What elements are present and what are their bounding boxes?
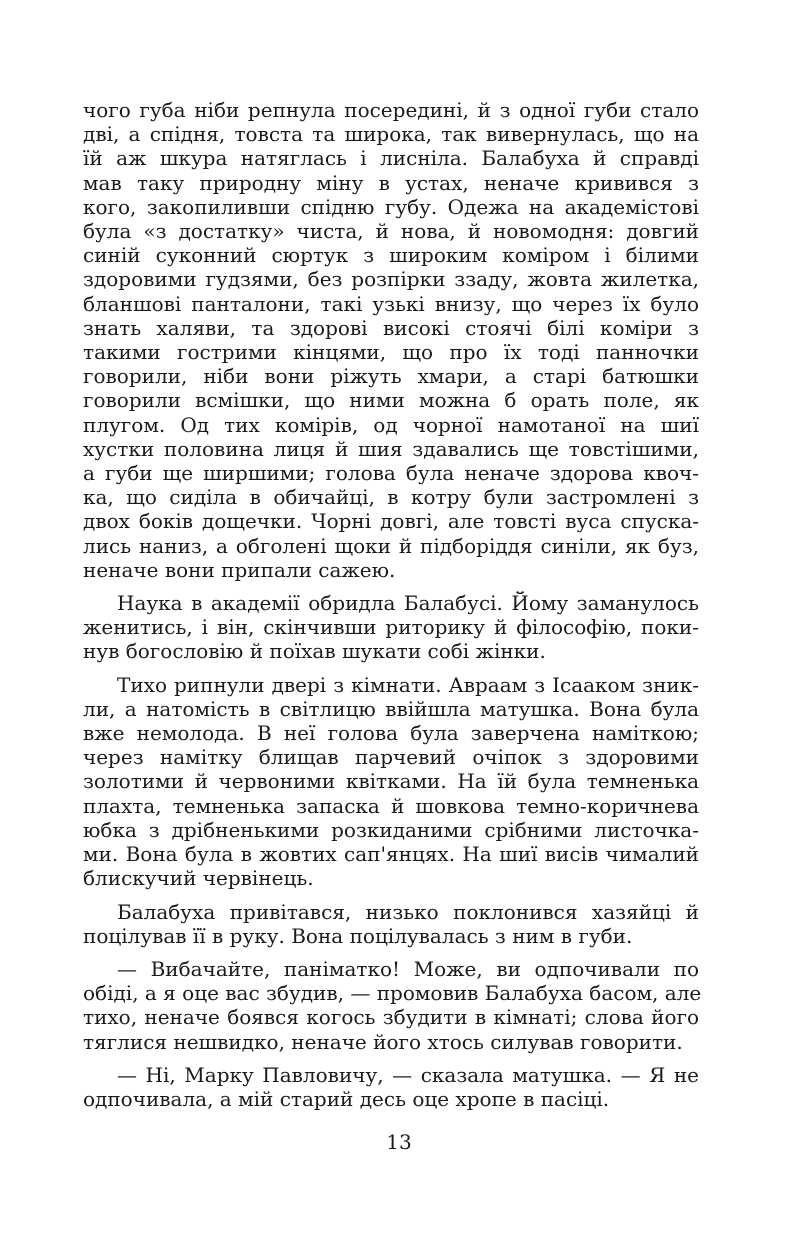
text-line: чого губа ніби репнула посередині, й з одної губи стало bbox=[83, 98, 699, 122]
text-line: знать халяви, та здорові високі стоячі білі коміри з bbox=[83, 315, 699, 340]
text-line: ми. Вона була в жовтих сап'янцях. На шиї висів чималий bbox=[83, 842, 699, 867]
paragraph bbox=[83, 1063, 699, 1111]
text-line: говорили, ніби вони ріжуть хмари, а старі батюшки bbox=[83, 364, 699, 389]
text-line: Балабуха привітався, низько поклонився хазяйці й bbox=[117, 899, 699, 924]
text-line: тихо, неначе боявся когось збудити в кімнаті; слова його bbox=[83, 1005, 699, 1030]
text-line: хустки половина лиця й шия здавались ще товстішими, bbox=[83, 436, 699, 461]
text-line: синій суконний сюртук з широким коміром і білими bbox=[83, 243, 699, 268]
text-line: говорили всмішки, що ними можна б орать поле, як bbox=[83, 388, 699, 413]
text-line: їй аж шкура натяглась і лисніла. Балабуха й справді bbox=[83, 146, 699, 171]
text-line: Наука в академії обридла Балабусі. Йому заманулось bbox=[117, 591, 699, 616]
text-line: золотими й червоними квітками. На їй була темненька bbox=[83, 769, 699, 794]
text-line: тяглися нешвидко, неначе його хтось силував говорити. bbox=[83, 1029, 683, 1054]
text-line: здоровими гудзями, без розпірки ззаду, жовта жилетка, bbox=[83, 267, 699, 292]
page-text-block bbox=[83, 98, 702, 1111]
paragraph bbox=[83, 98, 699, 582]
text-line: була «з достатку» чиста, й нова, й новомодня: довгий bbox=[83, 219, 699, 244]
text-line: а губи ще ширшими; голова була неначе здорова квоч- bbox=[83, 461, 699, 486]
text-line: ка, що сиділа в обичайці, в котру були застромлені з bbox=[83, 485, 699, 510]
text-line: неначе вони припали сажею. bbox=[83, 557, 396, 582]
paragraph bbox=[83, 591, 699, 664]
paragraph bbox=[83, 673, 699, 891]
text-line: через намітку блищав парчевий очіпок з здоровими bbox=[83, 745, 699, 770]
text-line: нув богословію й поїхав шукати собі жінки. bbox=[83, 639, 546, 664]
text-line: обіді, а я оце вас збудив, — промовив Балабуха басом, але bbox=[83, 981, 702, 1006]
page-number: 13 bbox=[386, 1130, 412, 1154]
paragraph bbox=[83, 900, 699, 948]
text-line: блискучий червінець. bbox=[83, 866, 314, 891]
text-line: бланшові панталони, такі узькі внизу, що через їх було bbox=[83, 291, 699, 316]
text-line: Тихо рипнули двері з кімнати. Авраам з Ісааком зник- bbox=[117, 672, 699, 697]
text-line: женитись, і він, скінчивши риторику й філософію, поки- bbox=[83, 615, 699, 640]
text-line: кого, закопиливши спідню губу. Одежа на академістові bbox=[83, 194, 699, 219]
text-line: плугом. Од тих комірів, од чорної намотаної на шиї bbox=[83, 412, 699, 437]
text-line: — Ні, Марку Павловичу, — сказала матушка. — Я не bbox=[117, 1062, 699, 1087]
text-line: плахта, темненька запаска й шовкова темно-коричнева bbox=[83, 793, 699, 818]
text-line: поцілував її в руку. Вона поцілувалась з ним в губи. bbox=[83, 923, 633, 948]
text-line: лись наниз, а обголені щоки й підборіддя синіли, як буз, bbox=[83, 533, 699, 558]
text-line: вже немолода. В неї голова була заверчена наміткою; bbox=[83, 721, 699, 746]
text-line: мав таку природну міну в устах, неначе кривився з bbox=[83, 170, 699, 195]
text-line: ли, а натомість в світлицю ввійшла матушка. Вона була bbox=[83, 696, 699, 721]
text-line: такими гострими кінцями, що про їх тоді панночки bbox=[83, 340, 699, 365]
text-line: дві, а спідня, товста та широка, так вивернулась, що на bbox=[83, 122, 699, 147]
paragraph bbox=[83, 956, 702, 1054]
text-line: двох боків дощечки. Чорні довгі, але товсті вуса спуска- bbox=[83, 509, 699, 534]
text-line: — Вибачайте, паніматко! Може, ви одпочивали по bbox=[117, 956, 699, 981]
text-line: одпочивала, а мій старий десь оце хропе в пасіці. bbox=[83, 1086, 610, 1111]
text-line: юбка з дрібненькими розкиданими срібними листочка- bbox=[83, 817, 699, 842]
